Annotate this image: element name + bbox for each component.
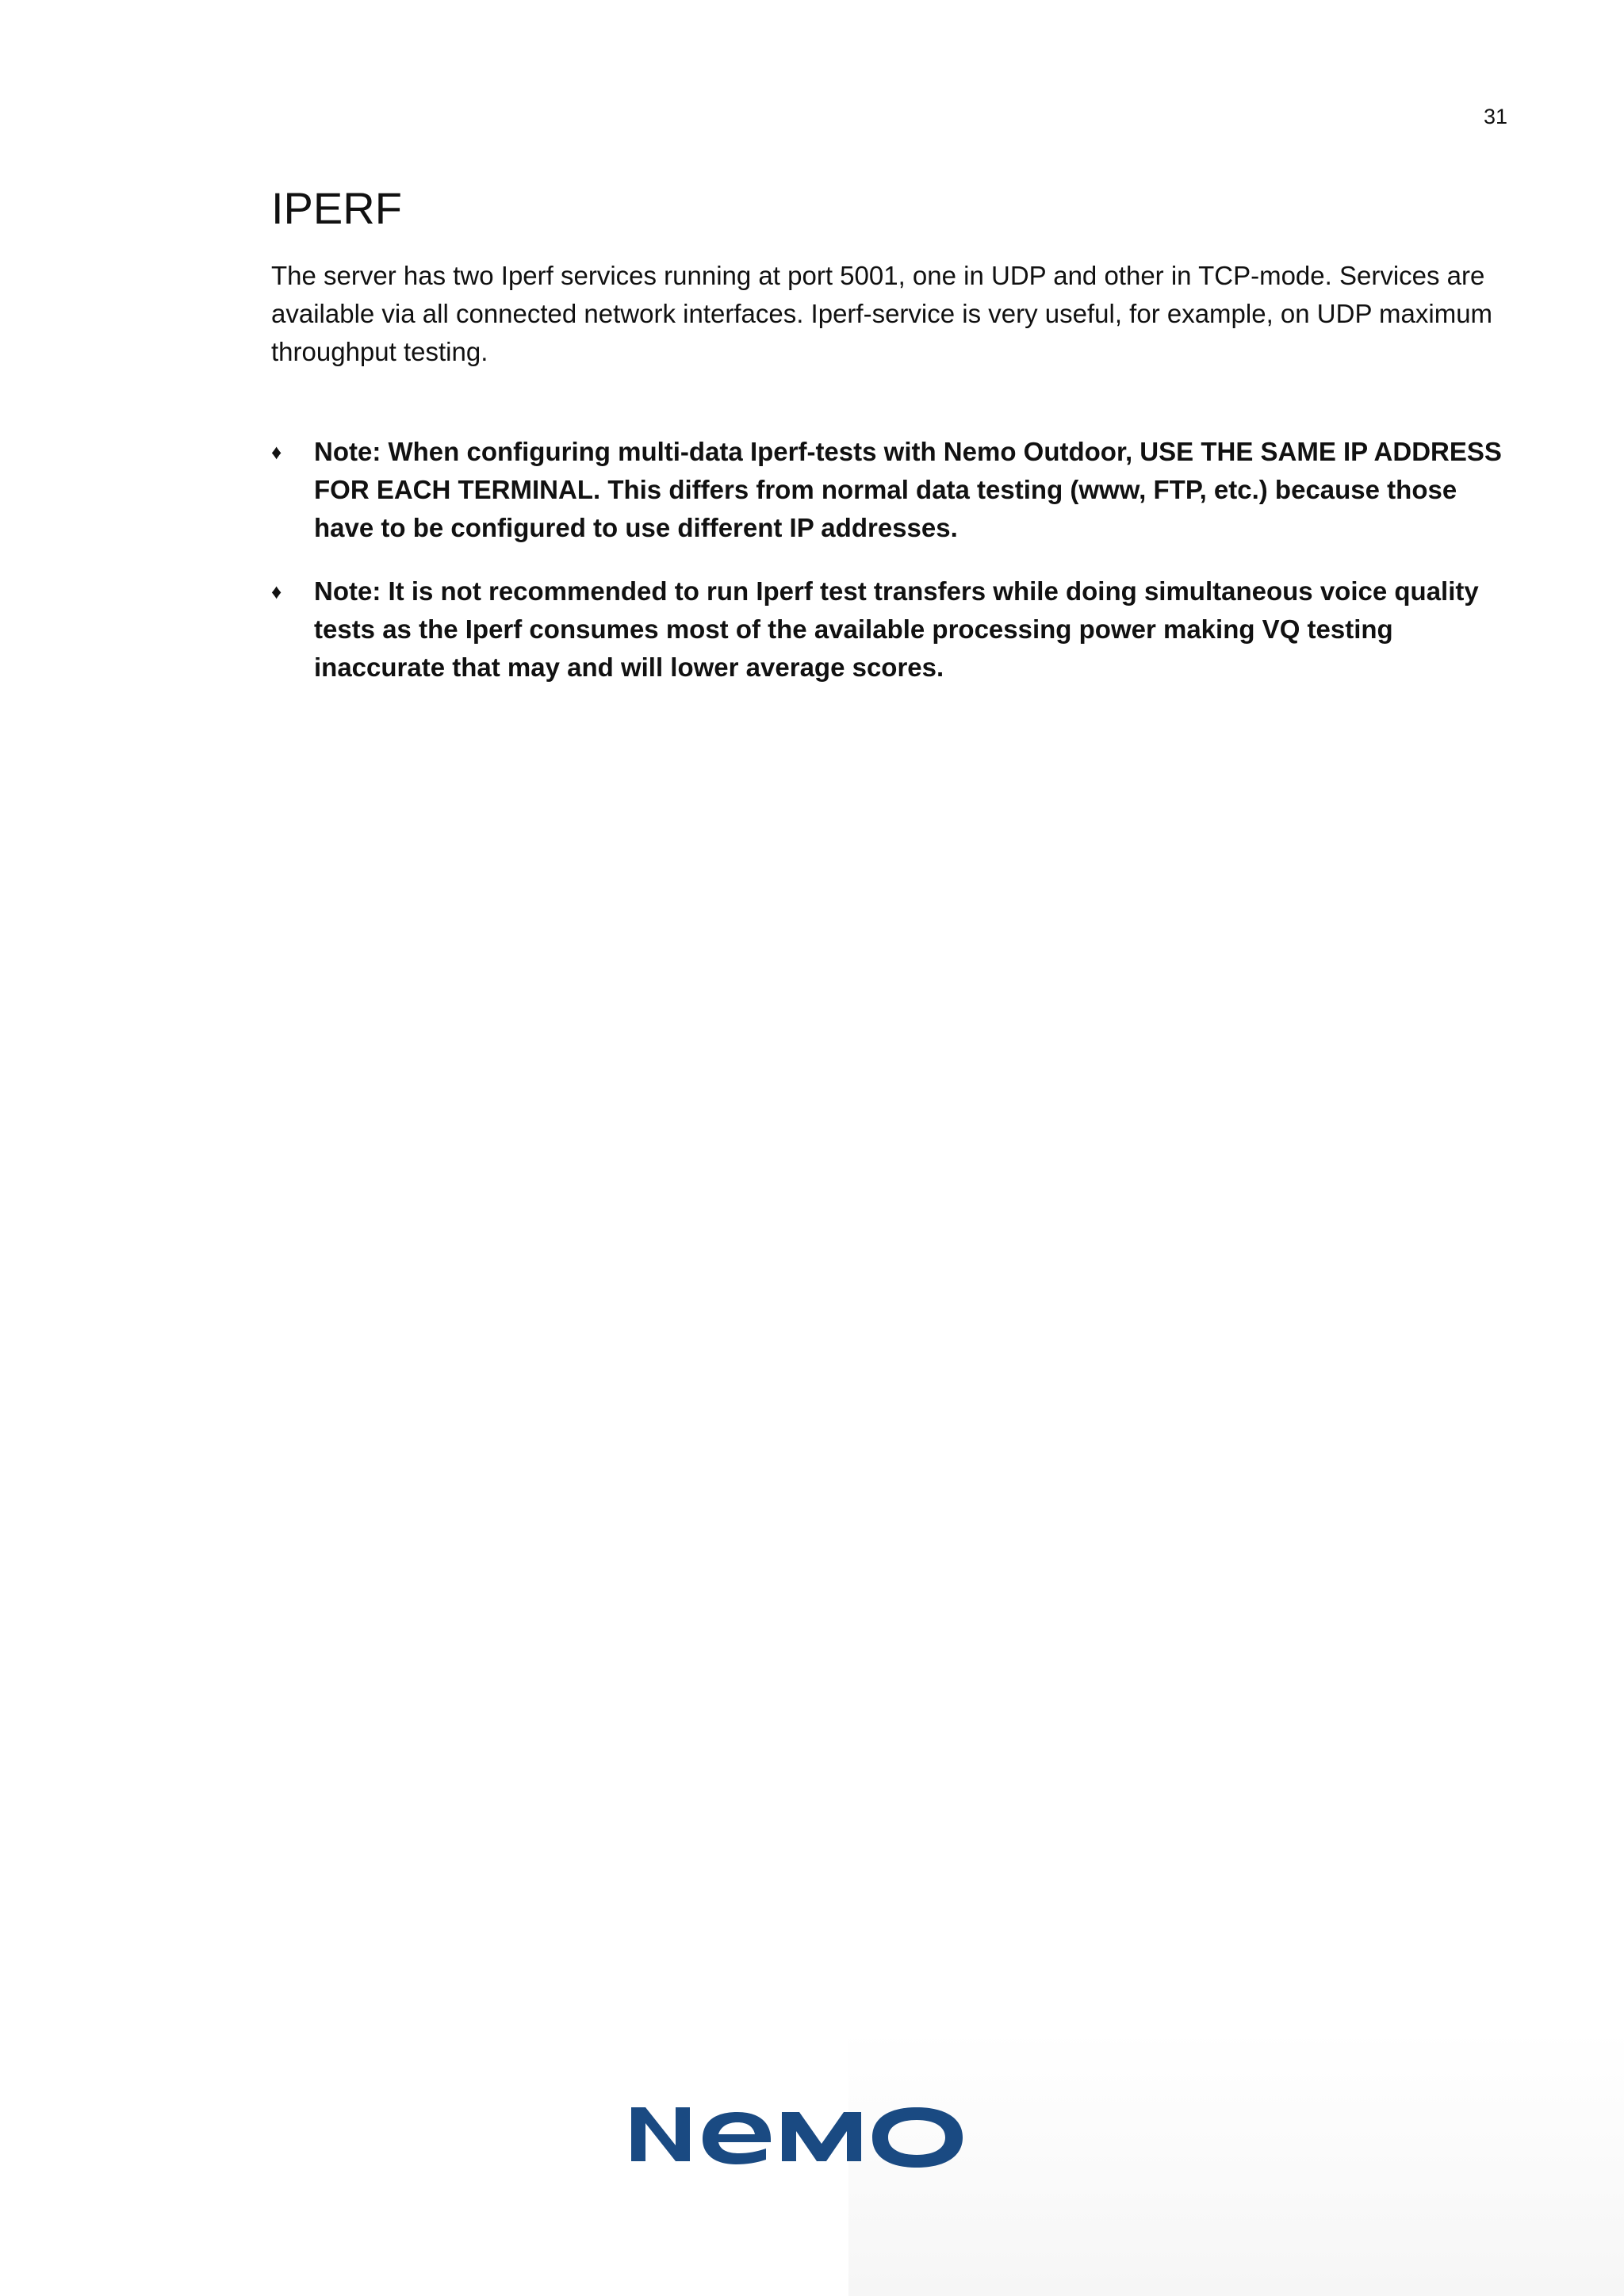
- diamond-bullet-icon: ♦: [271, 440, 282, 464]
- note-text: Note: When configuring multi-data Iperf-tests with Nemo Outdoor, USE THE SAME IP ADDRESS FOR EACH TERMINAL. This differs from normal data testing (www, FTP, etc.) because those have to be configured to use different IP addresses.: [314, 437, 1502, 542]
- note-item: [271, 433, 1508, 547]
- nemo-logo: [626, 2099, 975, 2171]
- diamond-bullet-icon: ♦: [271, 580, 282, 603]
- nemo-logo-icon: [626, 2099, 975, 2171]
- notes-list: [271, 433, 1508, 712]
- intro-paragraph: The server has two Iperf services running at port 5001, one in UDP and other in TCP-mode. Services are available via all connected network interfaces. Iperf-service is very useful, for example, on UDP maximum throughput testing.: [271, 261, 1493, 366]
- section-title: IPERF: [271, 183, 402, 233]
- note-item: [271, 572, 1508, 687]
- page-number: 31: [1483, 105, 1507, 128]
- note-text: Note: It is not recommended to run Iperf test transfers while doing simultaneous voice quality tests as the Iperf consumes most of the available processing power making VQ testing inaccurate that may and will lower average scores.: [314, 576, 1479, 682]
